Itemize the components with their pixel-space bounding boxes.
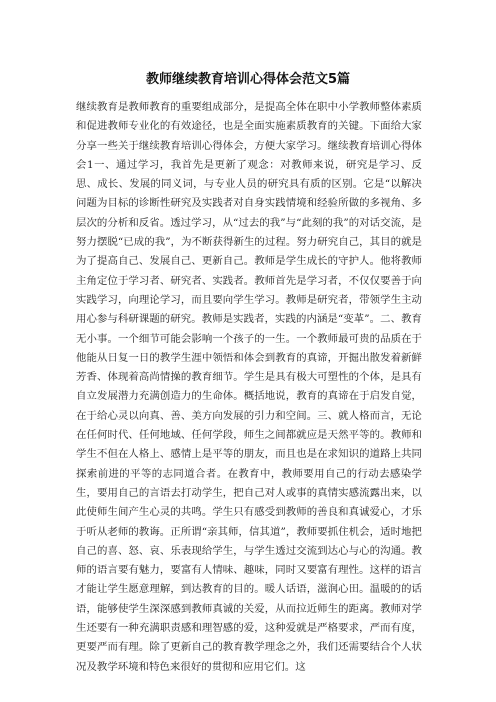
document-title: 教师继续教育培训心得体会范文5篇	[145, 72, 351, 87]
document-body: 继续教育是教师教育的重要组成部分，是提高全体在职中小学教师整体素质和促进教师专业化的有效途径，也是全面实施素质教育的关键。下面给大家分享一些关于继续教育培训心得体会，方便大家学习。继续教育培训心得体会1一、通过学习，我首先是更新了观念：对教师来说，研究是学习、反思、成长、发展的同义词，与专业人员的研究具有质的区别。它是“以解决问题为目标的诊断性研究及实践者对自身实践情境和经验所做的多视角、多层次的分析和反省。透过学习，从“过去的我”与“此刻的我”的对话交流，是努力摆脱“已成的我”，为不断获得新生的过程。努力研究自己，其目的就是为了提高自己、发展自己、更新自己。教师是学生成长的守护人。他将教师主角定位于学习者、研究者、实践者。教师首先是学习者，不仅仅要善于向实践学习，向理论学习，而且要向学生学习。教师是研究者，带领学生主动用心参与科研课题的研究。教师是实践者，实践的内涵是“变革”。二、教育无小事。一个细节可能会影响一个孩子的一生。一个教师最可贵的品质在于他能从日复一日的教学生涯中领悟和体会到教育的真谛，开掘出散发着新鲜芳香、体现着高尚情操的教育细节。学生是具有极大可塑性的个体，是具有自立发展潜力充满创造力的生命体。概括地说，教育的真谛在于启发自觉，在于给心灵以向真、善、美方向发展的引力和空间。三、就人格而言，无论在任何时代、任何地域、任何学段，师生之间都就应是天然平等的。教师和学生不但在人格上、感情上是平等的朋友，而且也是在求知识的道路上共同探索前进的平等的志同道合者。在教育中，教师要用自己的行动去感染学生，要用自己的言语去打动学生，把自己对人或事的真情实感流露出来，以此使师生间产生心灵的共鸣。学生只有感受到教师的善良和真诚爱心，才乐于听从老师的教诲。正所谓“亲其师，信其道”，教师要抓住机会，适时地把自己的喜、怒、哀、乐表现给学生，与学生透过交流到达心与心的沟通。教师的语言要有魅力，要富有人情味、趣味，同时又要富有理性。这样的语言才能让学生愿意理解，到达教育的目的。暖人话语，滋润心田。温暖的的话语，能够使学生深深感到教师真诚的关爱，从而拉近师生的距离。教师对学生还要有一种充满职责感和理智感的爱，这种爱就是严格要求，严而有度，更要严而有理。除了更新自己的教育教学理念之外，我们还需要结合个人状况及教学环境和特色来很好的贯彻和应用它们。这	[76, 101, 422, 673]
